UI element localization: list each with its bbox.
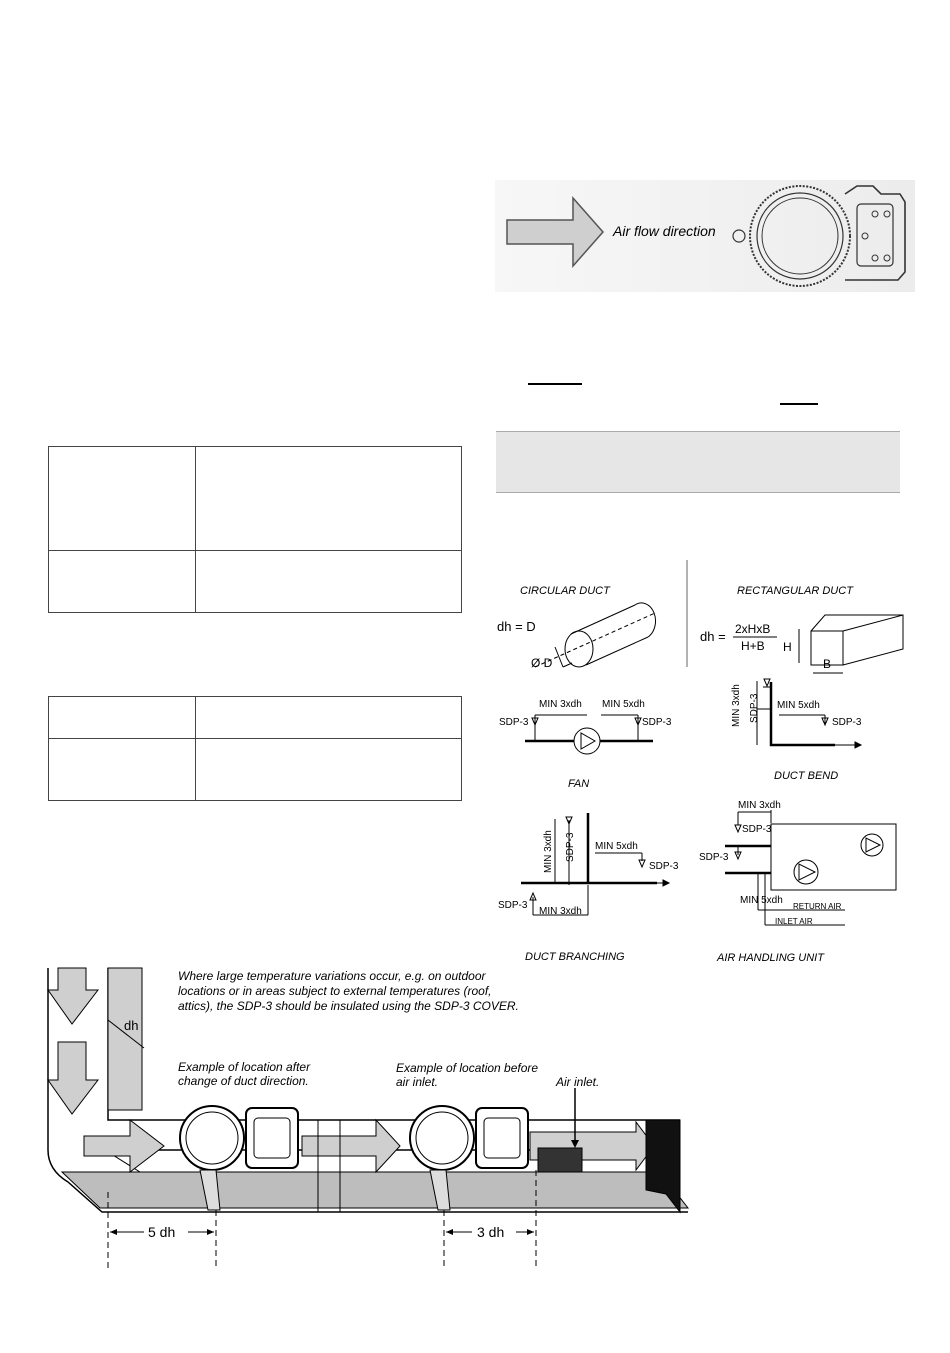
circular-duct-title: CIRCULAR DUCT — [520, 585, 610, 597]
circular-duct-formula: dh = D — [497, 619, 536, 634]
bend-sensor-right-label: SDP-3 — [832, 717, 862, 728]
example-after-bend-note — [178, 1060, 313, 1088]
branch-sensor-bottom-label: SDP-3 — [498, 900, 528, 911]
bend-min-vertical: MIN 3xdh — [731, 684, 742, 727]
rectangular-duct-formula: dh = — [700, 629, 726, 644]
rectangular-duct-denominator: H+B — [741, 639, 765, 653]
fan-min-upstream: MIN 3xdh — [539, 699, 582, 710]
ahu-return-air: RETURN AIR — [793, 902, 842, 911]
table-cell — [196, 697, 462, 739]
insulation-note — [178, 969, 519, 1013]
airflow-direction-label: Air flow direction — [613, 223, 716, 239]
branch-sensor-right-icon — [639, 860, 645, 867]
insulation-note-line: Where large temperature variations occur, e.g. on outdoor — [178, 969, 486, 983]
table-cell — [49, 697, 196, 739]
dimension-3dh: 3 dh — [477, 1224, 505, 1240]
right-arrow-icon — [84, 1120, 164, 1172]
table-cell — [49, 739, 196, 801]
table-cell — [196, 551, 462, 613]
table-cell — [49, 551, 196, 613]
table-row — [49, 447, 462, 551]
rectangular-duct-numerator: 2xHxB — [735, 622, 771, 636]
spec-table-1 — [48, 446, 462, 613]
branch-min-vertical: MIN 3xdh — [543, 830, 554, 873]
table-row — [49, 551, 462, 613]
bend-caption: DUCT BEND — [774, 770, 839, 782]
branch-sensor-top-label: SDP-3 — [565, 832, 576, 862]
example-note-line: change of duct direction. — [178, 1074, 309, 1088]
insulation-note-line: locations or in areas subject to external temperatures (roof, — [178, 984, 492, 998]
dimension-5dh: 5 dh — [148, 1224, 176, 1240]
down-arrow-icon — [48, 1042, 98, 1114]
fan-sensor-right-label: SDP-3 — [642, 717, 672, 728]
example-note-line: air inlet. — [396, 1075, 439, 1089]
down-arrow-icon — [48, 968, 98, 1024]
right-arrow-icon — [302, 1120, 400, 1172]
air-inlet-label: Air inlet. — [556, 1075, 600, 1089]
section-header-bar — [496, 431, 900, 493]
branch-min-bottom: MIN 3xdh — [539, 906, 582, 917]
air-inlet-grille-icon — [538, 1148, 582, 1172]
example-before-inlet-note — [396, 1061, 541, 1089]
bend-sensor-top-icon — [764, 679, 770, 686]
ahu-sensor-top-label: SDP-3 — [742, 824, 772, 835]
ahu-inlet-air: INLET AIR — [775, 917, 813, 926]
ahu-min-top: MIN 3xdh — [738, 800, 781, 811]
rectangular-duct-title: RECTANGULAR DUCT — [737, 585, 853, 597]
table-row — [49, 697, 462, 739]
example-note-line: Example of location after — [178, 1060, 311, 1074]
table-cell — [196, 447, 462, 551]
fan-caption: FAN — [568, 778, 590, 790]
installation-diagrams — [495, 555, 915, 970]
circular-duct-icon — [535, 603, 656, 667]
underline-mark-2 — [780, 403, 818, 405]
branch-caption: DUCT BRANCHING — [525, 951, 625, 963]
bend-min-horizontal: MIN 5xdh — [777, 700, 820, 711]
dh-label: dh — [124, 1018, 139, 1033]
circular-duct-dim: Ø D — [531, 656, 553, 670]
branch-min-branch: MIN 5xdh — [595, 841, 638, 852]
ahu-min-bottom: MIN 5xdh — [740, 895, 783, 906]
underline-mark-1 — [528, 383, 582, 385]
duct-location-figure — [40, 960, 700, 1270]
ahu-caption: AIR HANDLING UNIT — [717, 952, 824, 964]
fan-min-downstream: MIN 5xdh — [602, 699, 645, 710]
bend-sensor-top-label: SDP-3 — [749, 693, 760, 723]
rectangular-duct-h: H — [783, 640, 792, 654]
branch-sensor-right-label: SDP-3 — [649, 861, 679, 872]
example-note-line: Example of location before — [396, 1061, 539, 1075]
insulation-note-line: attics), the SDP-3 should be insulated using the SDP-3 COVER. — [178, 999, 519, 1013]
table-cell — [196, 739, 462, 801]
fan-sensor-left-label: SDP-3 — [499, 717, 529, 728]
ahu-sensor-mid-label: SDP-3 — [699, 852, 729, 863]
duct-bend-diagram — [757, 679, 861, 748]
ahu-sensor-top-icon — [735, 825, 741, 832]
table-cell — [49, 447, 196, 551]
table-row — [49, 739, 462, 801]
rectangular-duct-b: B — [823, 657, 832, 671]
spec-table-2 — [48, 696, 462, 801]
airflow-direction-figure — [495, 180, 915, 292]
rectangular-duct-icon — [799, 615, 903, 673]
fan-diagram — [525, 715, 653, 754]
